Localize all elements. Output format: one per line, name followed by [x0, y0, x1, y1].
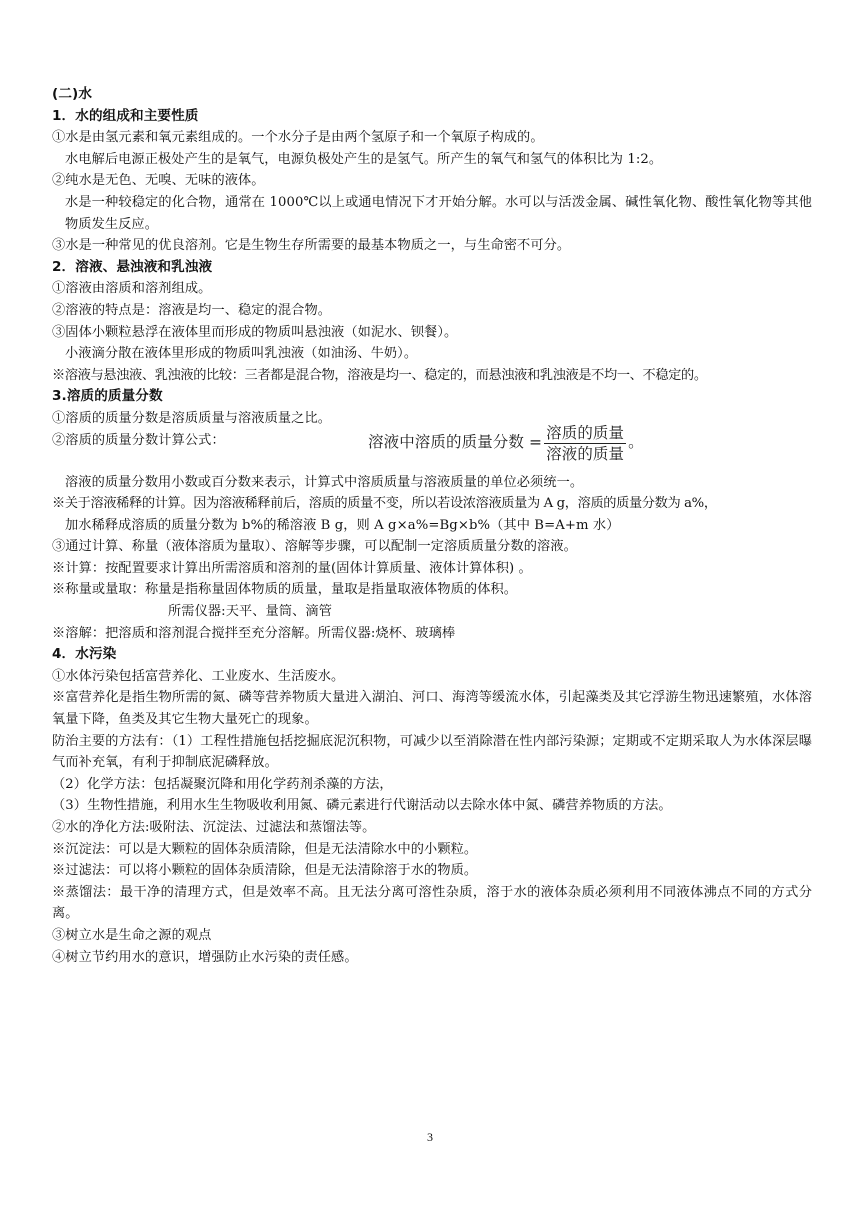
paragraph: 溶液的质量分数用小数或百分数来表示，计算式中溶质质量与溶液质量的单位必须统一。: [65, 474, 584, 490]
paragraph: （3）生物性措施，利用水生生物吸收利用氮、磷元素进行代谢活动以去除水体中氮、磷营养物质的方法。: [52, 798, 672, 814]
formula-numerator: 溶质的质量: [546, 423, 625, 442]
heading-water-pollution: 4．水污染: [52, 646, 117, 663]
heading-solutions: 2．溶液、悬浊液和乳浊液: [52, 258, 213, 275]
paragraph: ④树立节约用水的意识，增强防止水污染的责任感。: [52, 949, 358, 965]
paragraph: ③通过计算、称量（液体溶质为量取）、溶解等步骤，可以配制一定溶质质量分数的溶液。: [52, 539, 577, 555]
paragraph: ①水是由氢元素和氧元素组成的。一个水分子是由两个氢原子和一个氧原子构成的。: [52, 130, 544, 146]
paragraph: 加水稀释成溶质的质量分数为 b%的稀溶液 B g，则 A g×a%=Bg×b%（其中 B=A+m 水）: [65, 517, 620, 533]
paragraph: ※蒸馏法：最干净的清理方式，但是效率不高。且无法分离可溶性杂质，溶于水的液体杂质必须利用不同液体沸点不同的方式分离。: [52, 884, 812, 922]
heading-water-composition: 1．水的组成和主要性质: [52, 107, 199, 124]
formula-label: ②溶质的质量分数计算公式：: [52, 432, 225, 448]
paragraph: ②溶液的特点是：溶液是均一、稳定的混合物。: [52, 302, 332, 318]
paragraph: 水是一种较稳定的化合物，通常在 1000℃以上或通电情况下才开始分解。水可以与活泼金属、碱性氧化物、酸性氧化物等其他物质发生反应。: [65, 194, 812, 232]
paragraph: （2）化学方法：包括凝聚沉降和用化学药剂杀藻的方法，: [52, 776, 393, 792]
paragraph: ③水是一种常见的优良溶剂。它是生物生存所需要的最基本物质之一，与生命密不可分。: [52, 238, 571, 254]
paragraph: ※溶液与悬浊液、乳浊液的比较：三者都是混合物，溶液是均一、稳定的，而悬浊液和乳浊液是不均一、不稳定的。: [52, 367, 707, 383]
formula-lhs: 溶液中溶质的质量分数 =: [368, 433, 543, 452]
paragraph: 水电解后电源正极处产生的是氧气，电源负极处产生的是氢气。所产生的氧气和氢气的体积比为 1:2。: [65, 151, 663, 167]
paragraph: 小液滴分散在液体里形成的物质叫乳浊液（如油汤、牛奶）。: [65, 346, 418, 362]
section-title: (二)水: [52, 86, 93, 102]
heading-mass-fraction: 3.溶质的质量分数: [52, 388, 163, 405]
formula-tail: 。: [628, 433, 644, 452]
paragraph: ※溶解：把溶质和溶剂混合搅拌至充分溶解。所需仪器:烧杯、玻璃棒: [52, 625, 456, 641]
paragraph: ※称量或量取：称量是指称量固体物质的质量，量取是指量取液体物质的体积。: [52, 582, 518, 598]
document-body: [52, 84, 812, 968]
paragraph: ①水体污染包括富营养化、工业废水、生活废水。: [52, 668, 345, 684]
paragraph: 所需仪器:天平、量筒、滴管: [168, 604, 332, 620]
paragraph: ※富营养化是指生物所需的氮、磷等营养物质大量进入湖泊、河口、海湾等缓流水体，引起藻类及其它浮游生物迅速繁殖，水体溶氧量下降，鱼类及其它生物大量死亡的现象。: [52, 690, 812, 728]
page-number: 3: [427, 1130, 433, 1144]
paragraph: ①溶液由溶质和溶剂组成。: [52, 281, 212, 297]
paragraph: ③固体小颗粒悬浮在液体里而形成的物质叫悬浊液（如泥水、钡餐）。: [52, 324, 458, 340]
paragraph: ※关于溶液稀释的计算。因为溶液稀释前后，溶质的质量不变，所以若设浓溶液质量为 A g，溶质的质量分数为 a%，: [52, 496, 717, 512]
paragraph: ①溶质的质量分数是溶质质量与溶液质量之比。: [52, 410, 332, 426]
paragraph: ※沉淀法：可以是大颗粒的固体杂质清除，但是无法清除水中的小颗粒。: [52, 841, 478, 857]
formula-denominator: 溶液的质量: [546, 444, 625, 463]
paragraph: ③树立水是生命之源的观点: [52, 927, 212, 943]
mass-fraction-formula: [368, 424, 644, 463]
paragraph: ※计算：按配置要求计算出所需溶质和溶剂的量(固体计算质量、液体计算体积) 。: [52, 560, 532, 576]
paragraph: ②纯水是无色、无嗅、无味的液体。: [52, 173, 265, 189]
formula-row: [52, 423, 812, 472]
paragraph: ②水的净化方法:吸附法、沉淀法、过滤法和蒸馏法等。: [52, 820, 376, 835]
paragraph: ※过滤法：可以将小颗粒的固体杂质清除，但是无法清除溶于水的物质。: [52, 863, 478, 879]
paragraph: 防治主要的方法有：（1）工程性措施包括挖掘底泥沉积物，可减少以至消除潜在性内部污染源；定期或不定期采取人为水体深层曝气而补充氧，有利于抑制底泥磷释放。: [52, 733, 812, 771]
formula-fraction: [544, 424, 626, 463]
